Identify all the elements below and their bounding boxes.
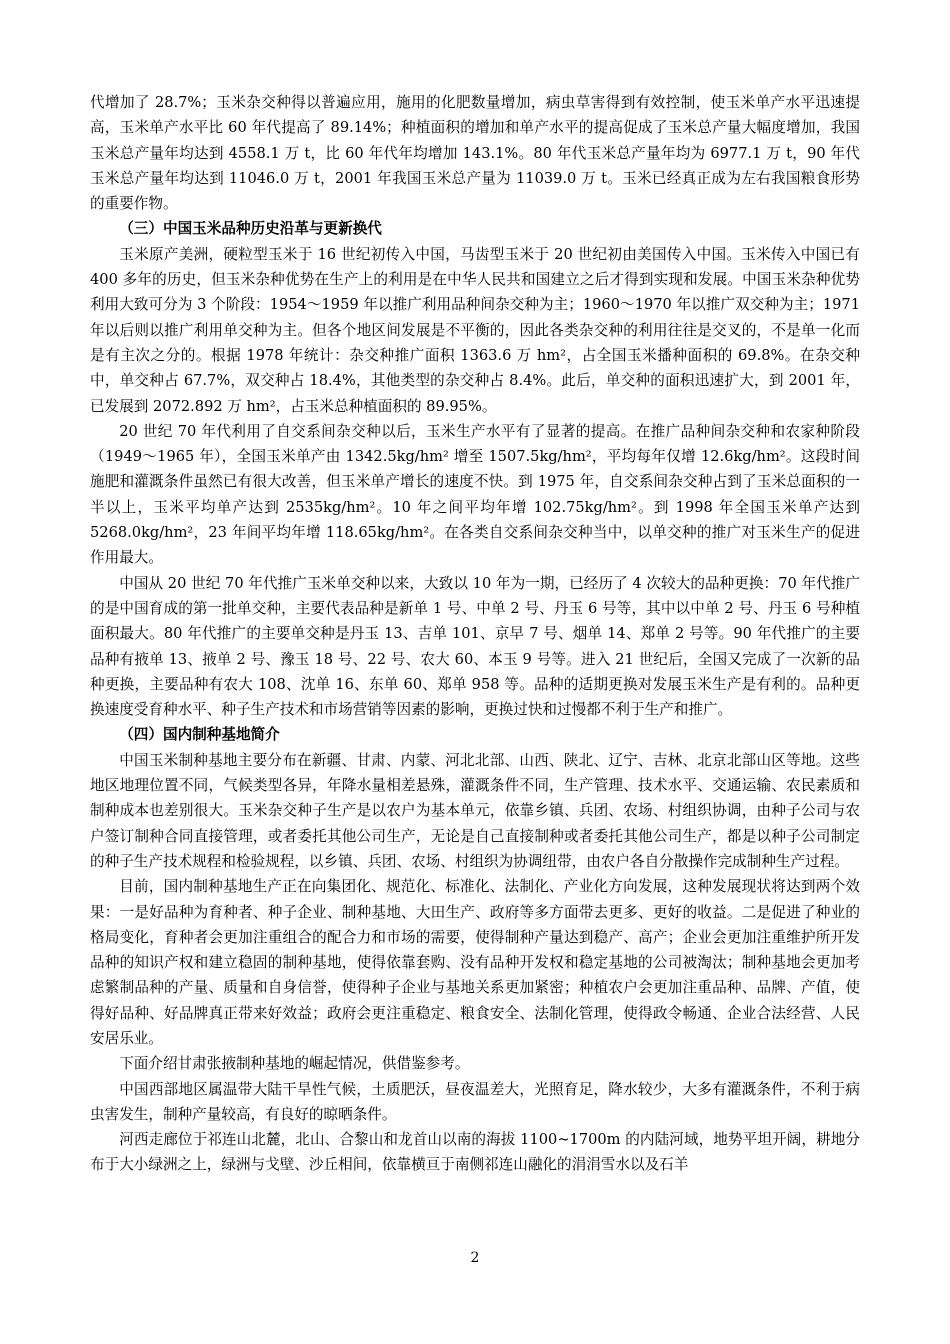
paragraph: 代增加了 28.7%；玉米杂交种得以普遍应用，施用的化肥数量增加，病虫草害得到有效控制，使玉米单产水平迅速提高，玉米单产水平比 60 年代提高了 89.14%；种植面积的增加和单产水平的提高促成了玉米总产量大幅度增加，我国玉米总产量年均达到 4558.1 万 t，比 60 年代年均增加 143.1%。80 年代玉米总产量年均为 6977.1 万 t，90 年代玉米总产量年均达到 11046.0 万 t，2001 年我国玉米总产量为 11039.0 万 t。玉米已经真正成为左右我国粮食形势的重要作物。 bbox=[90, 94, 860, 213]
section-heading: （四）国内制种基地简介 bbox=[119, 726, 280, 744]
page-number: 2 bbox=[470, 1250, 480, 1266]
paragraph: 20 世纪 70 年代利用了自交系间杂交种以后，玉米生产水平有了显著的提高。在推广品种间杂交种和农家种阶段（1949～1965 年），全国玉米单产由 1342.5kg/hm² 增至 1507.5kg/hm²，平均每年仅增 12.6kg/hm²。这段时间施肥和灌溉条件虽然已有很大改善，但玉米单产增长的速度不快。到 1975 年，自交系间杂交种占到了玉米总面积的一半以上，玉米平均单产达到 2535kg/hm²。10 年之间平均年增 102.75kg/hm²。到 1998 年全国玉米单产达到 5268.0kg/hm²，23 年间平均年增 118.65kg/hm²。在各类自交系间杂交种当中，以单交种的推广对玉米生产的促进作用最大。 bbox=[90, 422, 860, 567]
body-text bbox=[90, 90, 860, 1178]
paragraph: 下面介绍甘肃张掖制种基地的崛起情况，供借鉴参考。 bbox=[119, 1055, 470, 1073]
paragraph: 玉米原产美洲，硬粒型玉米于 16 世纪初传入中国，马齿型玉米于 20 世纪初由美国传入中国。玉米传入中国已有 400 多年的历史，但玉米杂种优势在生产上的利用是在中华人民共和国建立之后才得到实现和发展。中国玉米杂种优势利用大致可分为 3 个阶段：1954～1959 年以推广利用品种间杂交种为主；1960～1970 年以推广双交种为主；1971 年以后则以推广利用单交种为主。但各个地区间发展是不平衡的，因此各类杂交种的利用往往是交叉的，不是单一化而是有主次之分的。根据 1978 年统计：杂交种推广面积 1363.6 万 hm²，占全国玉米播种面积的 69.8%。在杂交种中，单交种占 67.7%，双交种占 18.4%，其他类型的杂交种占 8.4%。此后，单交种的面积迅速扩大，到 2001 年，已发展到 2072.892 万 hm²，占玉米总种植面积的 89.95%。 bbox=[90, 245, 860, 415]
paragraph: 目前，国内制种基地生产正在向集团化、规范化、标准化、法制化、产业化方向发展，这种发展现状将达到两个效果：一是好品种为育种者、种子企业、制种基地、大田生产、政府等多方面带去更多、更好的收益。二是促进了种业的格局变化，育种者会更加注重组合的配合力和市场的需要，使得制种产量达到稳产、高产；企业会更加注重维护所开发品种的知识产权和建立稳固的制种基地，使得依靠套购、没有品种开发权和稳定基地的公司被淘汰；制种基地会更加考虑繁制品种的产量、质量和自身信誉，使得种子企业与基地关系更加紧密；种植农户会更加注重品种、品牌、产值，使得好品种、好品牌真正带来好效益；政府会更注重稳定、粮食安全、法制化管理，使得政令畅通、企业合法经营、人民安居乐业。 bbox=[90, 878, 860, 1047]
paragraph: 河西走廊位于祁连山北麓，北山、合黎山和龙首山以南的海拔 1100~1700m 的内陆河域，地势平坦开阔，耕地分布于大小绿洲之上，绿洲与戈壁、沙丘相间，依靠横亘于南侧祁连山融化的涓涓雪水以及石羊 bbox=[90, 1131, 860, 1174]
section-heading: （三）中国玉米品种历史沿革与更新换代 bbox=[119, 220, 382, 238]
paragraph: 中国西部地区属温带大陆干旱性气候，土质肥沃，昼夜温差大，光照育足，降水较少，大多有灌溉条件，不利于病虫害发生，制种产量较高，有良好的晾晒条件。 bbox=[90, 1080, 860, 1123]
paragraph: 中国从 20 世纪 70 年代推广玉米单交种以来，大致以 10 年为一期，已经历了 4 次较大的品种更换：70 年代推广的是中国育成的第一批单交种，主要代表品种是新单 1 号、中单 2 号、丹玉 6 号等，其中以中单 2 号、丹玉 6 号种植面积最大。80 年代推广的主要单交种是丹玉 13、吉单 101、京早 7 号、烟单 14、郑单 2 号等。90 年代推广的主要品种有掖单 13、掖单 2 号、豫玉 18 号、22 号、农大 60、本玉 9 号等。进入 21 世纪后，全国又完成了一次新的品种更换，主要品种有农大 108、沈单 16、东单 60、郑单 958 等。品种的适期更换对发展玉米生产是有利的。品种更换速度受育种水平、种子生产技术和市场营销等因素的影响，更换过快和过慢都不利于生产和推广。 bbox=[90, 574, 860, 719]
paragraph: 中国玉米制种基地主要分布在新疆、甘肃、内蒙、河北北部、山西、陕北、辽宁、吉林、北京北部山区等地。这些地区地理位置不同，气候类型各异，年降水量相差悬殊，灌溉条件不同，生产管理、技术水平、交通运输、农民素质和制种成本也差别很大。玉米杂交种子生产是以农户为基本单元，依靠乡镇、兵团、农场、村组织协调，由种子公司与农户签订制种合同直接管理，或者委托其他公司生产，无论是自己直接制种或者委托其他公司生产，都是以种子公司制定的种子生产技术规程和检验规程，以乡镇、兵团、农场、村组织为协调纽带，由农户各自分散操作完成制种生产过程。 bbox=[90, 751, 860, 870]
